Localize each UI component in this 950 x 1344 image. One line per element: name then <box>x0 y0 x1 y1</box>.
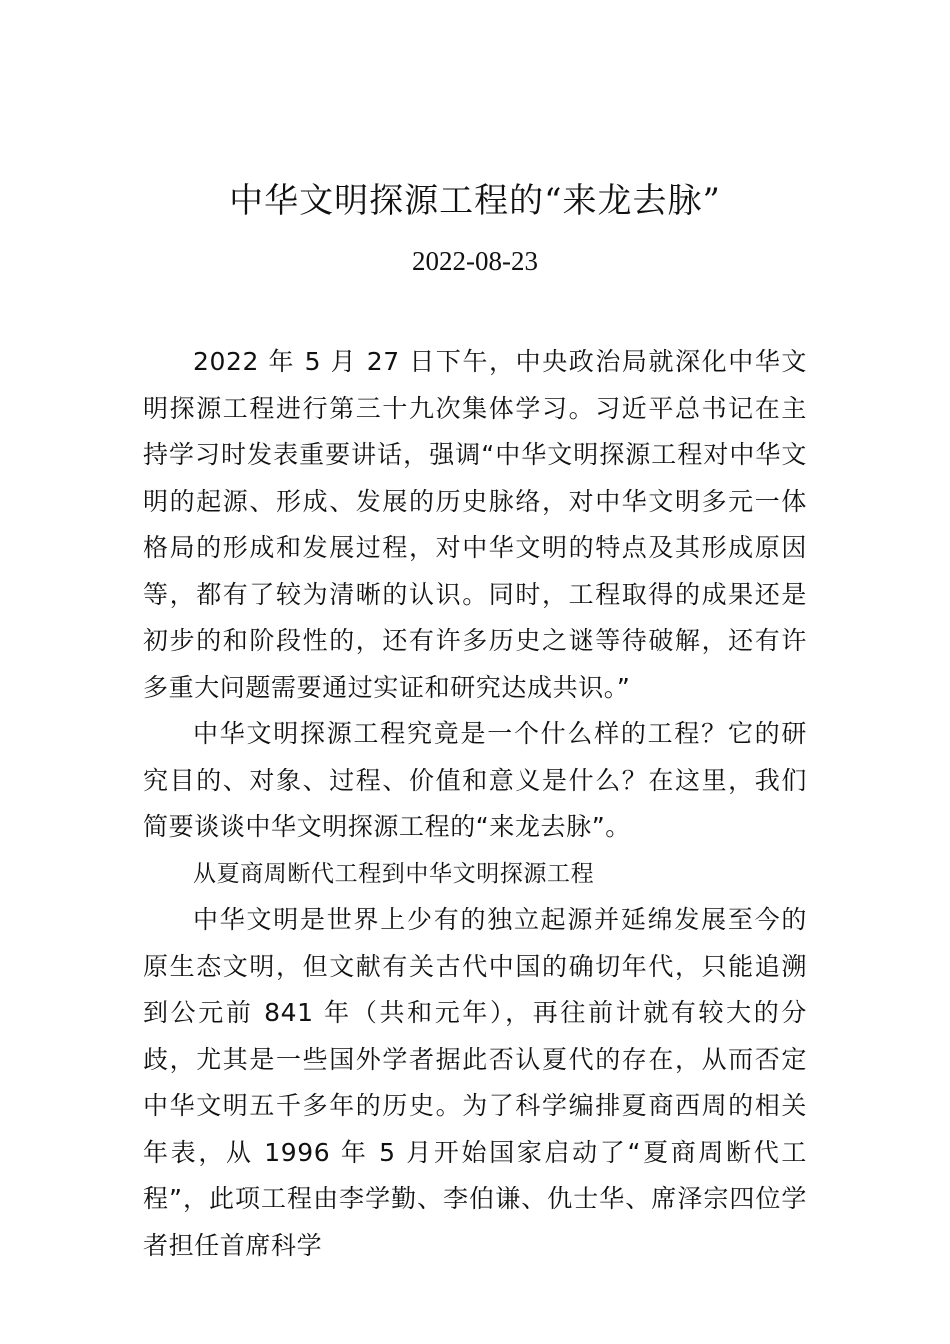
paragraph-intro: 2022 年 5 月 27 日下午，中央政治局就深化中华文明探源工程进行第三十九次集体学习。习近平总书记在主持学习时发表重要讲话，强调“中华文明探源工程对中华文明的起源、形成、发展的历史脉络，对中华文明多元一体格局的形成和发展过程，对中华文明的特点及其形成原因等，都有了较为清晰的认识。同时，工程取得的成果还是初步的和阶段性的，还有许多历史之谜等待破解，还有许多重大问题需要通过实证和研究达成共识。” <box>143 347 807 702</box>
article-body <box>143 339 807 1269</box>
paragraph-background: 中华文明是世界上少有的独立起源并延绵发展至今的原生态文明，但文献有关古代中国的确切年代，只能追溯到公元前 841 年（共和元年），再往前计就有较大的分歧，尤其是一些国外学者据此否认夏代的存在，从而否定中华文明五千多年的历史。为了科学编排夏商西周的相关年表，从 1996 年 5 月开始国家启动了“夏商周断代工程”，此项工程由李学勤、李伯谦、仇士华、席泽宗四位学者担任首席科学 <box>143 905 807 1260</box>
article-date: 2022-08-23 <box>412 246 538 276</box>
paragraph-question: 中华文明探源工程究竟是一个什么样的工程？它的研究目的、对象、过程、价值和意义是什么？在这里，我们简要谈谈中华文明探源工程的“来龙去脉”。 <box>143 719 807 841</box>
section-subheading: 从夏商周断代工程到中华文明探源工程 <box>193 860 595 887</box>
article-title: 中华文明探源工程的“来龙去脉” <box>229 181 721 221</box>
